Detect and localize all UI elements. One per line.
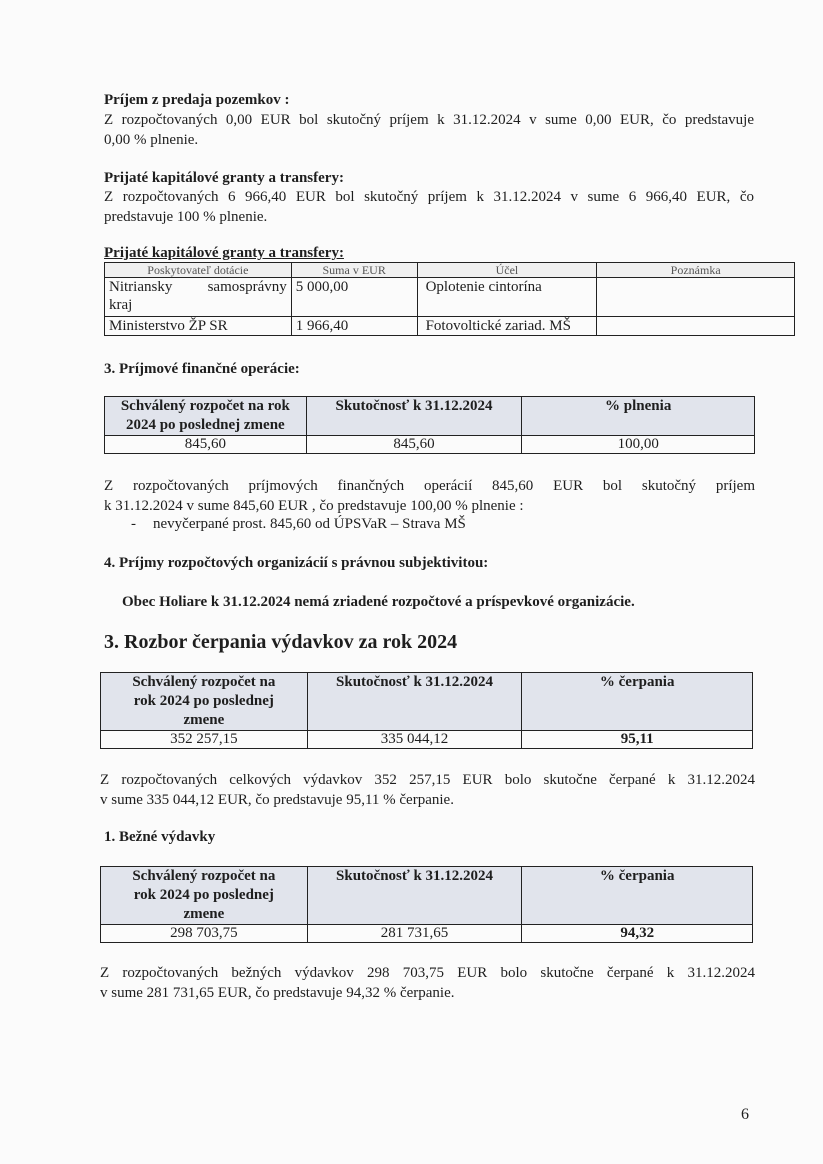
section-title-financial-operations: 3. Príjmové finančné operácie: [104, 361, 300, 377]
bullet-item: nevyčerpané prost. 845,60 od ÚPSVaR – Strava MŠ [153, 516, 466, 532]
fo-header-approved [105, 397, 307, 436]
grant-provider-line1: Ministerstvo ŽP SR [109, 318, 228, 334]
exp-header-approved [101, 673, 308, 731]
grant-amount: 5 000,00 [291, 278, 417, 317]
cur-header-approved-line3: zmene [183, 906, 225, 922]
current-expenditure-table [100, 866, 753, 943]
exp-header-approved-line2: rok 2024 po poslednej [133, 693, 274, 709]
financial-operations-table [104, 396, 755, 454]
exp-approved-value: 352 257,15 [101, 731, 308, 749]
cur-header-approved [101, 867, 308, 925]
financial-operations-header [105, 397, 755, 436]
fo-header-percent: % plnenia [522, 397, 755, 436]
financial-operations-text-line1: Z rozpočtovaných príjmových finančných operácií 845,60 EUR bol skutočný príjem [104, 478, 755, 494]
grant-provider-cell [105, 278, 292, 317]
land-sale-text-line2: 0,00 % plnenie. [104, 132, 199, 148]
cur-percent-value: 94,32 [522, 925, 753, 943]
section-title-capital-grants: Prijaté kapitálové granty a transfery: [104, 170, 344, 186]
grants-header-note: Poznámka [597, 263, 795, 278]
cur-header-percent: % čerpania [522, 867, 753, 925]
budget-organizations-text: Obec Holiare k 31.12.2024 nemá zriadené rozpočtové a príspevkové organizácie. [122, 594, 635, 610]
current-expenditure-text-line2: v sume 281 731,65 EUR, čo predstavuje 94,32 % čerpanie. [100, 985, 455, 1001]
land-sale-text-line1: Z rozpočtovaných 0,00 EUR bol skutočný príjem k 31.12.2024 v sume 0,00 EUR, čo predstavuje [104, 112, 754, 128]
expenditure-text-line1: Z rozpočtovaných celkových výdavkov 352 257,15 EUR bolo skutočne čerpané k 31.12.2024 [100, 772, 755, 788]
table-row [105, 317, 795, 336]
grant-provider-line1: Nitriansky samosprávny [109, 279, 287, 295]
expenditure-total-header [101, 673, 753, 731]
section-title-land-sale: Príjem z predaja pozemkov : [104, 92, 290, 108]
exp-header-actual: Skutočnosť k 31.12.2024 [307, 673, 522, 731]
grant-amount: 1 966,40 [291, 317, 417, 336]
expenditure-total-table [100, 672, 753, 749]
cur-actual-value: 281 731,65 [307, 925, 522, 943]
current-expenditure-header [101, 867, 753, 925]
grants-table-header [105, 263, 795, 278]
table-row [105, 278, 795, 317]
exp-percent-value: 95,11 [522, 731, 753, 749]
cur-approved-value: 298 703,75 [101, 925, 308, 943]
financial-operations-text-line2: k 31.12.2024 v sume 845,60 EUR , čo predstavuje 100,00 % plnenie : [104, 498, 524, 514]
cur-header-approved-line2: rok 2024 po poslednej [133, 887, 274, 903]
section-title-budget-organizations: 4. Príjmy rozpočtových organizácií s právnou subjektivitou: [104, 555, 489, 571]
grant-provider-line2: kraj [109, 297, 133, 313]
exp-header-percent: % čerpania [522, 673, 753, 731]
cur-header-approved-line1: Schválený rozpočet na [132, 868, 276, 884]
fo-header-actual: Skutočnosť k 31.12.2024 [306, 397, 522, 436]
table-row [105, 436, 755, 454]
grants-table-title: Prijaté kapitálové granty a transfery: [104, 245, 344, 261]
fo-actual-value: 845,60 [306, 436, 522, 454]
grant-note [597, 278, 795, 317]
grant-purpose: Oplotenie cintorína [417, 278, 597, 317]
grant-provider-cell [105, 317, 292, 336]
exp-header-approved-line1: Schválený rozpočet na [132, 674, 276, 690]
grants-header-amount: Suma v EUR [291, 263, 417, 278]
fo-header-approved-line2: 2024 po poslednej zmene [125, 417, 285, 433]
table-row [101, 731, 753, 749]
section-title-current-expenditure: 1. Bežné výdavky [104, 829, 216, 845]
chapter-title-expenditure: 3. Rozbor čerpania výdavkov za rok 2024 [104, 631, 458, 653]
current-expenditure-text-line1: Z rozpočtovaných bežných výdavkov 298 703,75 EUR bolo skutočne čerpané k 31.12.2024 [100, 965, 755, 981]
grants-header-provider: Poskytovateľ dotácie [105, 263, 292, 278]
grants-header-purpose: Účel [417, 263, 597, 278]
exp-actual-value: 335 044,12 [307, 731, 522, 749]
expenditure-text-line2: v sume 335 044,12 EUR, čo predstavuje 95,11 % čerpanie. [100, 792, 454, 808]
grant-note [597, 317, 795, 336]
fo-percent-value: 100,00 [522, 436, 755, 454]
grants-table [104, 262, 795, 336]
table-row [101, 925, 753, 943]
bullet-dash: - [131, 516, 136, 532]
exp-header-approved-line3: zmene [183, 712, 225, 728]
capital-grants-text-line1: Z rozpočtovaných 6 966,40 EUR bol skutočný príjem k 31.12.2024 v sume 6 966,40 EUR, čo [104, 189, 754, 205]
fo-approved-value: 845,60 [105, 436, 307, 454]
page-number: 6 [741, 1106, 749, 1123]
fo-header-approved-line1: Schválený rozpočet na rok [120, 398, 290, 414]
capital-grants-text-line2: predstavuje 100 % plnenie. [104, 209, 268, 225]
grant-purpose: Fotovoltické zariad. MŠ [417, 317, 597, 336]
cur-header-actual: Skutočnosť k 31.12.2024 [307, 867, 522, 925]
